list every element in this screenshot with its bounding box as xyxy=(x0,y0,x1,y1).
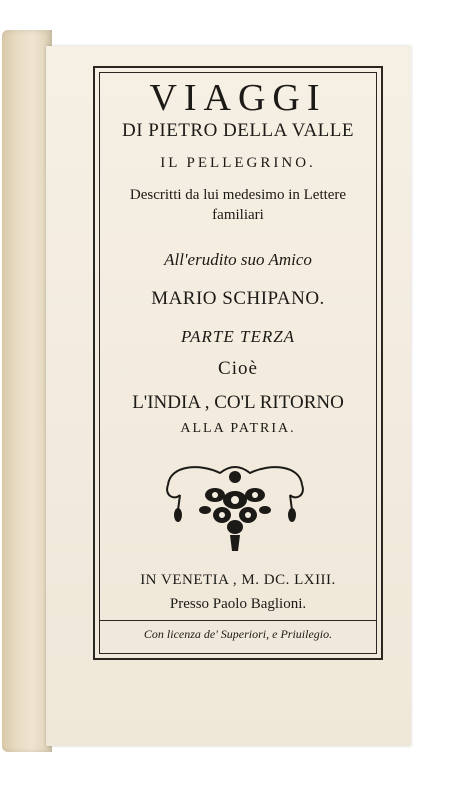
book-title: VIAGGI xyxy=(149,77,327,119)
description-line-2: familiari xyxy=(212,207,264,223)
subject-line: L'INDIA , CO'L RITORNO xyxy=(132,392,344,413)
subject-line-2: ALLA PATRIA. xyxy=(180,421,296,436)
author-line: DI PIETRO DELLA VALLE xyxy=(122,120,354,141)
imprint-place-date: IN VENETIA , M. DC. LXIII. xyxy=(140,572,336,588)
license-line: Con licenza de' Superiori, e Priuilegio. xyxy=(143,627,333,641)
license-divider xyxy=(99,620,377,621)
imprint-printer: Presso Paolo Baglioni. xyxy=(169,596,307,612)
dedication-line: All'erudito suo Amico xyxy=(164,250,312,269)
book-spine xyxy=(2,30,52,752)
floral-basket-ornament-icon xyxy=(160,455,310,555)
dedicatee-name: MARIO SCHIPANO. xyxy=(151,288,325,309)
epithet-line: IL PELLEGRINO. xyxy=(160,155,316,171)
description-line-1: Descritti da lui medesimo in Lettere xyxy=(129,187,347,203)
cioe-line: Cioè xyxy=(218,358,258,379)
part-line: PARTE TERZA xyxy=(180,327,296,346)
